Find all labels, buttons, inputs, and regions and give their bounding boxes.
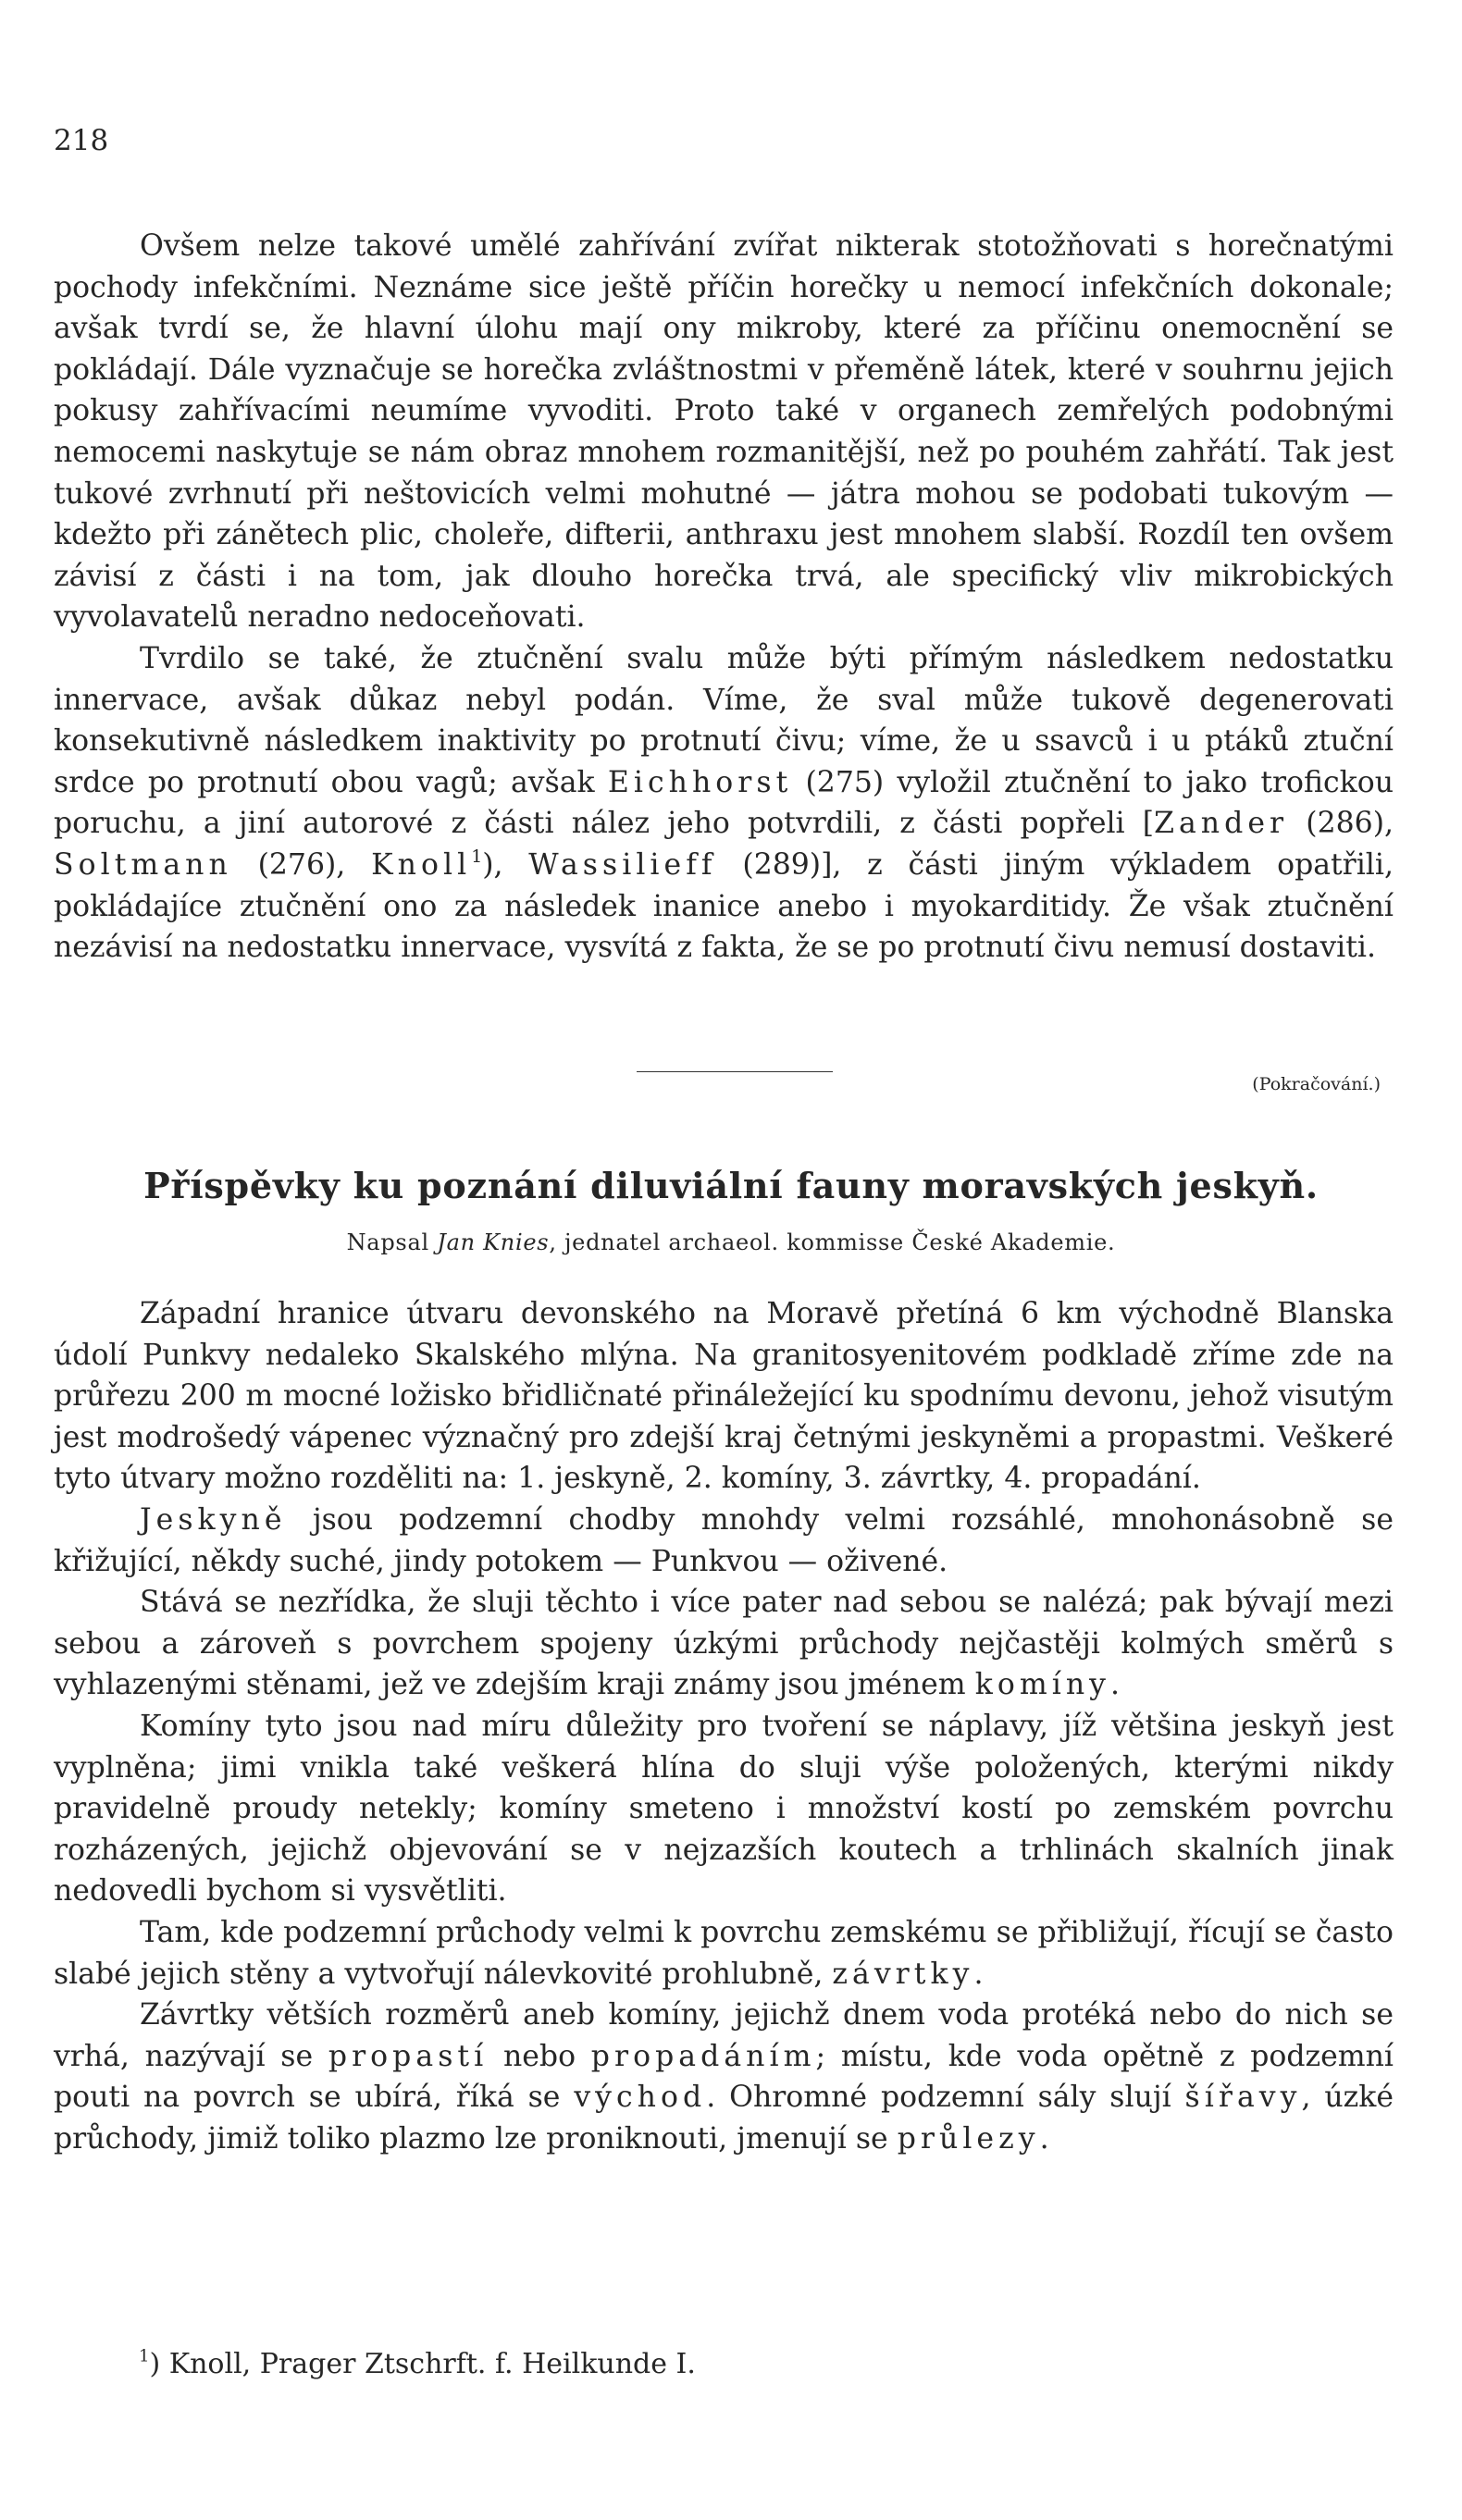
text-run: . [1110, 1668, 1121, 1702]
term-kominy: komíny [974, 1668, 1111, 1702]
term-propadani: propadáním [590, 2039, 816, 2073]
article1-paragraph-2 [54, 638, 1394, 969]
footnote-mark: 1 [139, 2346, 150, 2366]
text-run: Tam, kde podzemní průchody velmi k povrchu zemskému se přibližují, řícují se často slabé jejich stěny a vytvořují nálevkovité prohlubně, [54, 1915, 1394, 1991]
author-name-soltmann: Soltmann [54, 847, 232, 882]
text-run: . [973, 1957, 984, 1991]
text-run: Tvrdilo se také, že ztučnění svalu může býti přímým následkem nedostatku innervace, avšak důkaz nebyl podán. Víme, že sval může tukově degenerovati konsekutivně následkem inaktivity po protnutí čivu; víme, že u ssavců i u ptáků ztuční srdce po protnutí obou vagů; avšak [54, 641, 1394, 799]
article2-paragraph-2 [54, 1500, 1394, 1582]
text-run: ; místu, kde voda opětně z podzemní pouti na povrch se ubírá, říká se [54, 2039, 1394, 2115]
footnote-text: ) Knoll, Prager Ztschrft. f. Heilkunde I. [149, 2348, 696, 2380]
term-sirava: šířavy [1184, 2081, 1302, 2115]
term-vychod: východ [574, 2081, 707, 2115]
author-name-zander: Zander [1154, 807, 1289, 841]
text-run: (286), [1288, 807, 1394, 841]
article2-paragraph-4: Komíny tyto jsou nad míru důležity pro tvoření se náplavy, jíž většina jeskyň jest vyplněna; jimi vnikla také veškerá hlína do sluji výše položených, kterými nikdy pravidelně proudy netekly; komíny smeteno i množství kostí po zemském povrchu rozházených, jejichž objevování se v nejzazších koutech a trhlinách skalních jinak nedovedli bychom si vysvětliti. [54, 1709, 1394, 1909]
page-number: 218 [54, 124, 109, 157]
article2-paragraph-1: Západní hranice útvaru devonského na Moravě přetíná 6 km východně Blanska údolí Punkvy nedaleko Skalského mlýna. Na granitosyenitovém podkladě zříme zde na průřezu 200 m mocné ložisko břidličnaté přináležející ku spodnímu devonu, jehož visutým jest modrošedý vápenec význačný pro zdejší kraj četnými jeskyněmi a propastmi. Veškeré tyto útvary možno rozděliti na: 1. jeskyně, 2. komíny, 3. závrtky, 4. propadání. [54, 1297, 1394, 1496]
text-run: jsou podzemní chodby mnohdy velmi rozsáhlé, mnohonásobně se křižující, někdy suché, jindy potokem — Punkvou — oživené. [54, 1502, 1394, 1578]
text-run: . [1039, 2121, 1049, 2156]
article2-paragraph-6 [54, 1995, 1394, 2159]
article2-paragraph-3 [54, 1582, 1394, 1706]
text-run: (275) vyložil ztučnění to jako trofickou poruchu, a jiní autorové z části nález jeho potvrdili, z části popřeli [ [54, 765, 1394, 841]
footnote-reference: 1 [471, 846, 483, 867]
footnote [139, 2346, 696, 2383]
term-propast: propastí [328, 2039, 489, 2073]
article2-body [54, 1293, 1394, 2159]
author-name-wassilieff: Wassilieff [528, 847, 717, 882]
author-name: Jan Knies [437, 1229, 550, 1255]
term-zavrtky: závrtky [832, 1957, 974, 1991]
article-title: Příspěvky ku poznání diluviální fauny moravských jeskyň. [143, 1165, 1319, 1206]
byline [0, 1227, 1462, 1258]
author-name-eichhorst: Eichhorst [607, 765, 793, 799]
text-run: (289)], z části jiným výkladem opatřili, pokládajíce ztučnění ono za následek inanice anebo i myokarditidy. Že však ztučnění nezávisí na nedostatku innervace, vysvítá z fakta, že se po protnutí čivu nemusí dostaviti. [54, 847, 1394, 965]
byline-suffix: , jednatel archaeol. kommisse České Akademie. [549, 1229, 1116, 1255]
article2-paragraph-5 [54, 1912, 1394, 1995]
section-divider [637, 1071, 833, 1072]
text-run: Závrtky větších rozměrů aneb komíny, jejichž dnem voda protéká nebo do nich se vrhá, nazývají se [54, 1998, 1394, 2073]
article1-body [54, 226, 1394, 969]
term-jeskyne: Jeskyně [140, 1502, 287, 1537]
term-prulezy: průlezy [897, 2121, 1040, 2156]
text-run: (276), [231, 847, 372, 882]
text-run: Stává se nezřídka, že sluji těchto i více pater nad sebou se nalézá; pak bývají mezi sebou a zároveň s povrchem spojeny úzkými průchody nejčastěji kolmých směrů s vyhlazenými stěnami, jež ve zdejším kraji známy jsou jménem [54, 1586, 1394, 1702]
text-run: . Ohromné podzemní sály slují [706, 2081, 1185, 2115]
byline-prefix: Napsal [346, 1229, 438, 1255]
text-run: , úzké průchody, jimiž toliko plazmo lze proniknouti, jmenují se [54, 2081, 1394, 2156]
text-run: ), [482, 847, 529, 882]
author-name-knoll: Knoll [371, 847, 472, 882]
article1-paragraph-1: Ovšem nelze takové umělé zahřívání zvířat nikterak stotožňovati s horečnatými pochody infekčními. Neznáme sice ještě příčin horečky u nemocí infekčních dokonale; avšak tvrdí se, že hlavní úlohu mají ony mikroby, které za příčinu onemocnění se pokládají. Dále vyznačuje se horečka zvláštnostmi v přeměně látek, které v souhrnu jejich pokusy zahřívacími neumíme vyvoditi. Proto také v organech zemřelých podobnými nemocemi naskytuje se nám obraz mnohem rozmanitější, než po pouhém zahřátí. Tak jest tukové zvrhnutí při neštovicích velmi mohutné — játra mohou se podobati tukovým — kdežto při zánětech plic, choleře, difterii, anthraxu jest mnohem slabší. Rozdíl ten ovšem závisí z části i na tom, jak dlouho horečka trvá, ale specifický vliv mikrobických vyvolavatelů neradno nedoceňovati. [54, 229, 1394, 635]
continued-note: (Pokračování.) [1252, 1074, 1381, 1094]
text-run: nebo [488, 2039, 591, 2073]
